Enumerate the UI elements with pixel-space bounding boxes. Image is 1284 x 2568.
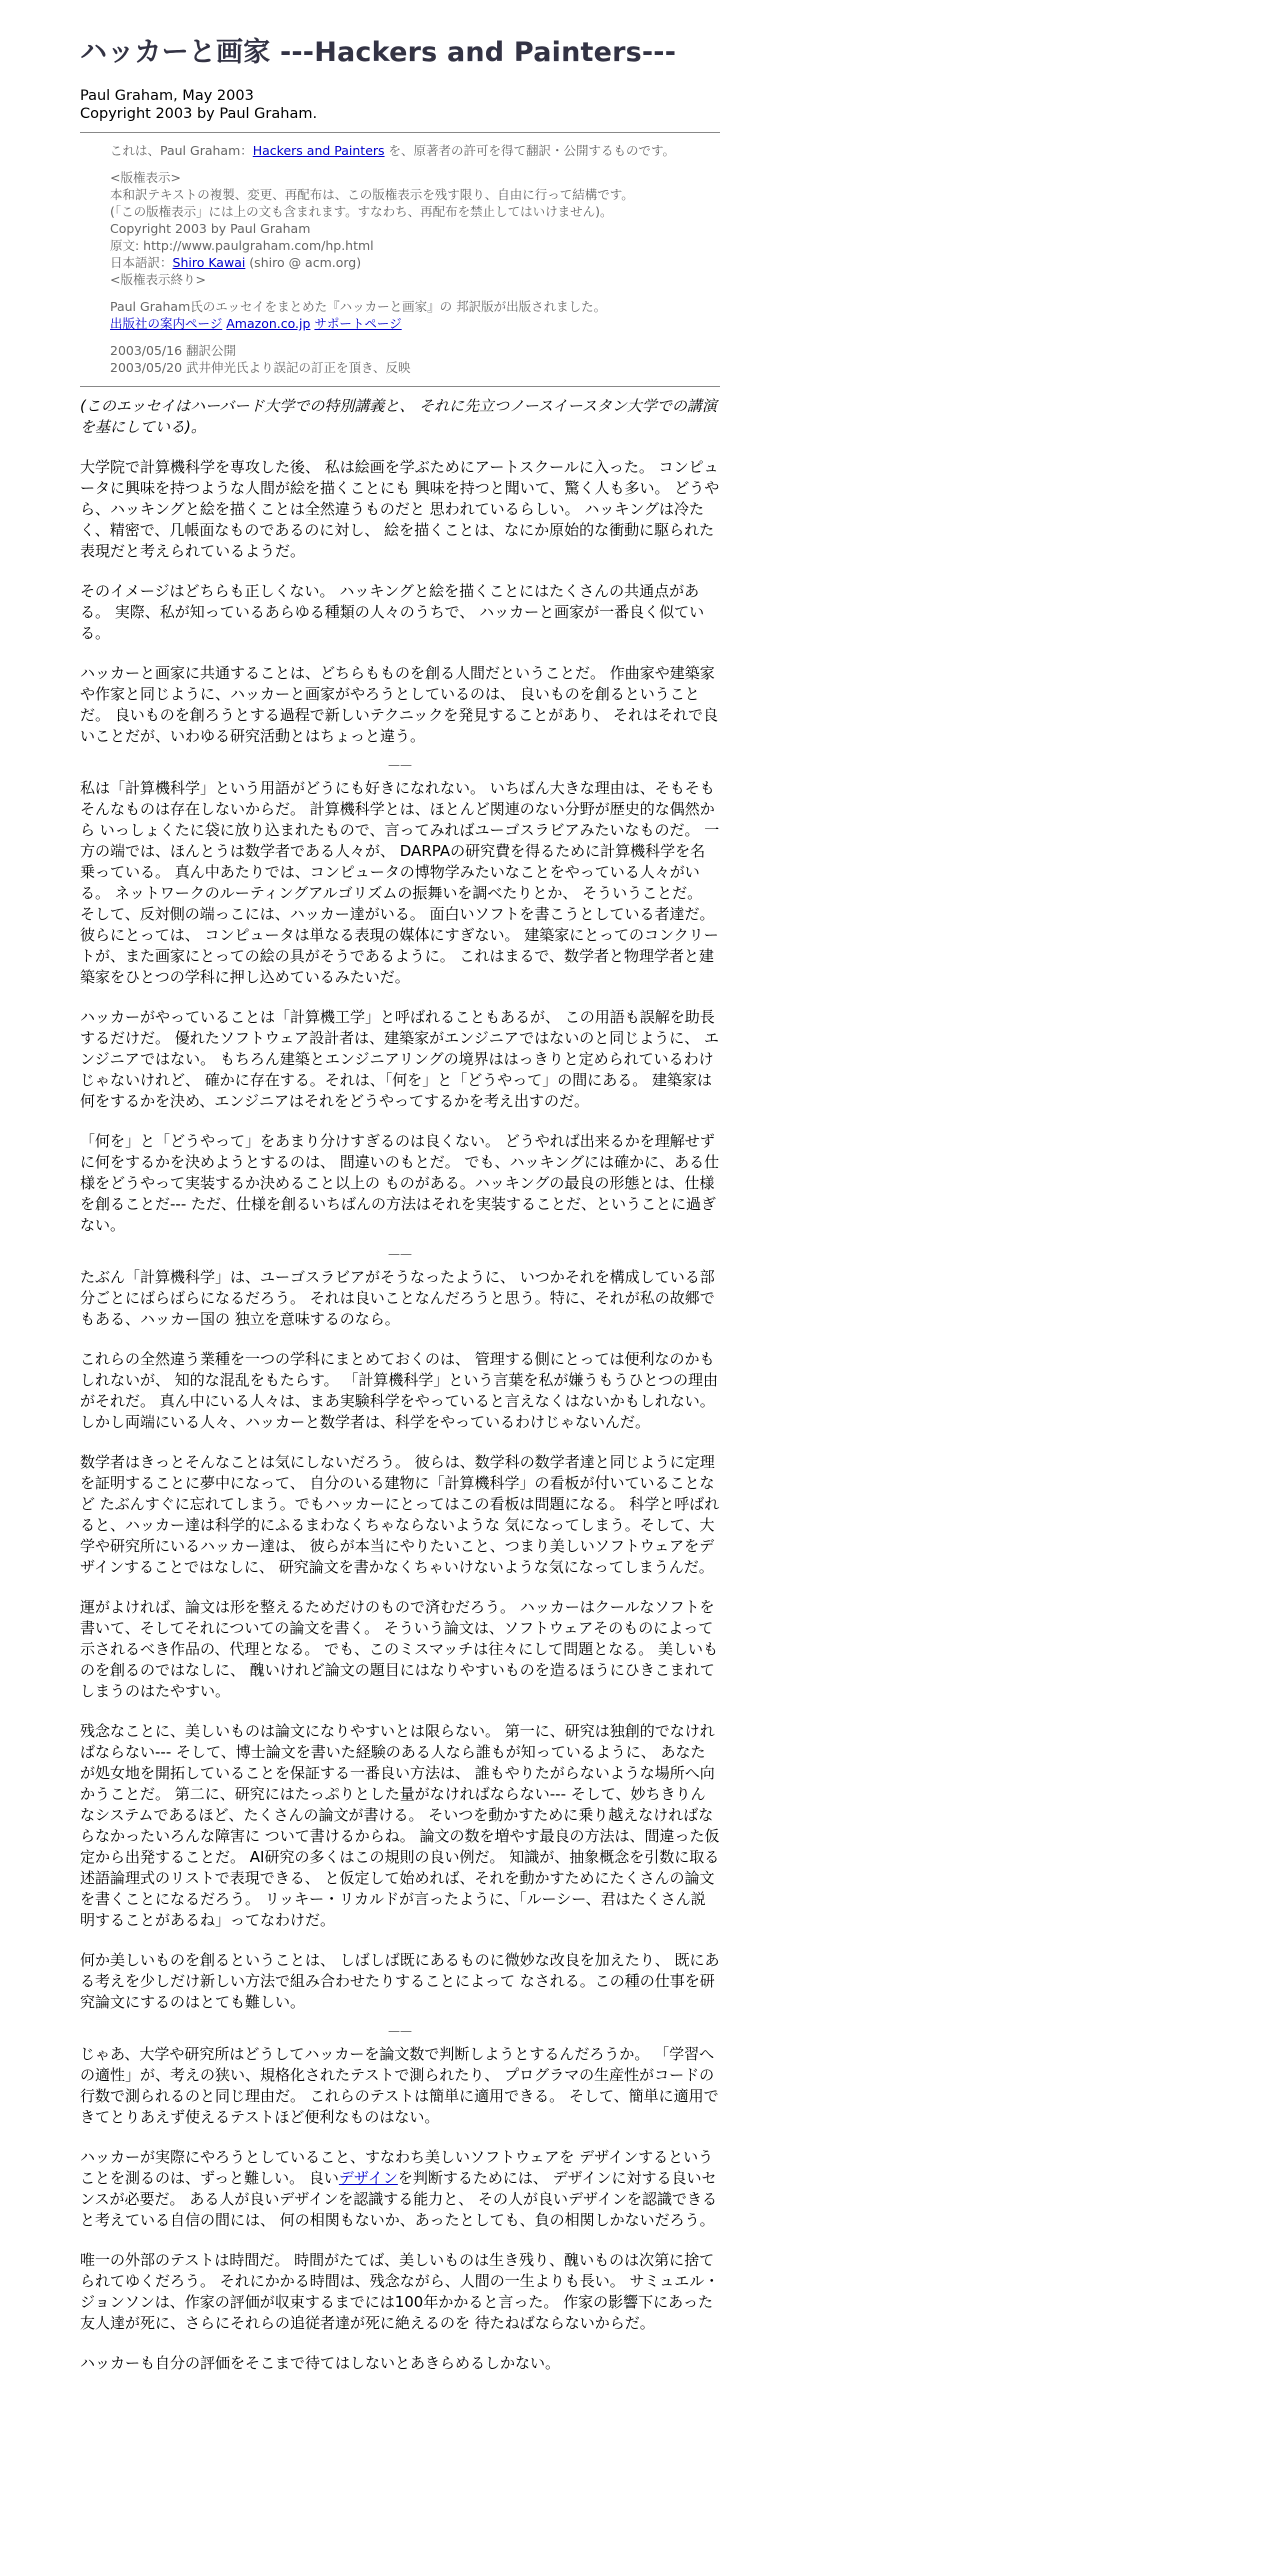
- intro-note: (このエッセイはハーバード大学での特別講義と、 それに先立つノースイースタン大学での講演を基にしている)。: [80, 397, 717, 436]
- original-link[interactable]: Hackers and Painters: [252, 143, 385, 158]
- essay-body: [80, 396, 720, 2374]
- support-link[interactable]: サポートページ: [314, 316, 402, 331]
- license-line: 本和訳テキストの複製、変更、再配布は、この版権表示を残す限り、自由に行って結構です。: [110, 187, 634, 202]
- translator-pre: 日本語訳：: [110, 255, 173, 270]
- notice-intro-pre: これは、Paul Graham：: [110, 143, 253, 158]
- paragraph: ハッカーがやっていることは「計算機工学」と呼ばれることもあるが、 この用語も誤解を助長するだけだ。 優れたソフトウェア設計者は、建築家がエンジニアではないのと同じように、 エンジニアではない。 もちろん建築とエンジニアリングの境界ははっきりと定められているわけじゃないけれど、 確かに存在する。それは、「何を」と「どうやって」の間にある。 建築家は何をするかを決め、エンジニアはそれをどうやってするかを考え出すのだ。: [80, 1008, 720, 1110]
- paragraph: 運がよければ、論文は形を整えるためだけのもので済むだろう。 ハッカーはクールなソフトを書いて、そしてそれについての論文を書く。 そういう論文は、ソフトウェアそのものによって示されるべき作品の、代理となる。 でも、このミスマッチは往々にして問題となる。 美しいものを創るのではなしに、 醜いけれど論文の題目にはなりやすいものを造るほうにひきこまれてしまうのはたやすい。: [80, 1598, 719, 1700]
- author-date: Paul Graham, May 2003: [80, 88, 254, 104]
- notice-intro-post: を、原著者の許可を得て翻訳・公開するものです。: [384, 143, 676, 158]
- design-link[interactable]: デザイン: [338, 2169, 398, 2187]
- divider-bottom: [80, 386, 720, 387]
- license-line: Copyright 2003 by Paul Graham: [110, 221, 311, 236]
- section-separator: ——: [388, 758, 412, 772]
- history-item: 2003/05/16 翻訳公開: [110, 343, 237, 358]
- paragraph-design: [80, 2147, 720, 2231]
- translator-line: [110, 254, 690, 271]
- license-line: <版権表示>: [110, 170, 181, 185]
- book-text: Paul Graham氏のエッセイをまとめた『ハッカーと画家』の 邦訳版が出版されました。: [110, 299, 607, 314]
- section-separator: ——: [388, 1247, 412, 1261]
- page: [80, 30, 720, 2393]
- paragraph: 私は「計算機科学」という用語がどうにも好きになれない。 いちばん大きな理由は、そもそもそんなものは存在しないからだ。 計算機科学とは、ほとんど関連のない分野が歴史的な偶然から いっしょくたに袋に放り込まれたもので、言ってみればユーゴスラビアみたいなものだ。 一方の端では、ほんとうは数学者である人々が、 DARPAの研究費を得るために計算機科学を名乗っている。 真ん中あたりでは、コンピュータの博物学みたいなことをやっている人々がいる。 ネットワークのルーティングアルゴリズムの振舞いを調べたりとか、 そういうことだ。 そして、反対側の端っこには、ハッカー達がいる。 面白いソフトを書こうとしている者達だ。彼らにとっては、 コンピュータは単なる表現の媒体にすぎない。 建築家にとってのコンクリートが、また画家にとっての絵の具がそうであるように。 これはまるで、数学者と物理学者と建築家をひとつの学科に押し込めているみたいだ。: [80, 779, 720, 986]
- paragraph: ハッカーも自分の評価をそこまで待てはしないとあきらめるしかない。: [80, 2354, 561, 2372]
- paragraph: これらの全然違う業種を一つの学科にまとめておくのは、 管理する側にとっては便利なのかもしれないが、 知的な混乱をもたらす。 「計算機科学」という言葉を私が嫌うもうひとつの理由がそれだ。 真ん中にいる人々は、まあ実験科学をやっていると言えなくはないかもしれない。 しかし両端にいる人々、ハッカーと数学者は、科学をやっているわけじゃないんだ。: [80, 1350, 719, 1431]
- license-end: <版権表示終り>: [110, 272, 206, 287]
- copyright: Copyright 2003 by Paul Graham.: [80, 106, 318, 122]
- paragraph: 残念なことに、美しいものは論文になりやすいとは限らない。 第一に、研究は独創的でなければならない--- そして、博士論文を書いた経験のある人なら誰もが知っているように、 あなたが処女地を開拓していることを保証する一番良い方法は、 誰もやりたがらないような場所へ向かうことだ。 第二に、研究にはたっぷりとした量がなければならない--- そして、妙ちきりんなシステムであるほど、たくさんの論文が書ける。 そいつを動かすために乗り越えなければならなかったいろんな障害に ついて書けるからね。 論文の数を増やす最良の方法は、間違った仮定から出発することだ。 AI研究の多くはこの規則の良い例だ。 知識が、抽象概念を引数に取る述語論理式のリストで表現できる、 と仮定して始めれば、それを動かすためにたくさんの論文を書くことになるだろう。 リッキー・リカルドが言ったように、「ルーシー、君はたくさん説明することがあるね」ってなわけだ。: [80, 1722, 720, 1929]
- paragraph: 数学者はきっとそんなことは気にしないだろう。 彼らは、数学科の数学者達と同じように定理を証明することに夢中になって、 自分のいる建物に「計算機科学」の看板が付いていることなど たぶんすぐに忘れてしまう。でもハッカーにとってはこの看板は問題になる。 科学と呼ばれると、ハッカー達は科学的にふるまわなくちゃならないような 気になってしまう。そして、大学や研究所にいるハッカー達は、 彼らが本当にやりたいこと、つまり美しいソフトウェアをデザインすることではなしに、 研究論文を書かなくちゃいけないような気になってしまうんだ。: [80, 1453, 720, 1576]
- design-pre: ハッカーが実際にやろうとしていること、すなわち美しいソフトウェアを デザインするということを測るのは、ずっと難しい。 良い: [80, 2148, 714, 2187]
- translation-notice: [110, 142, 690, 376]
- license-block: [110, 169, 690, 288]
- history: [110, 342, 690, 376]
- paragraph: ハッカーと画家に共通することは、どちらもものを創る人間だということだ。 作曲家や建築家や作家と同じように、ハッカーと画家がやろうとしているのは、 良いものを創るということだ。 良いものを創ろうとする過程で新しいテクニックを発見することがあり、 それはそれで良いことだが、いわゆる研究活動とはちょっと違う。: [80, 664, 719, 745]
- book-notice: [110, 298, 690, 332]
- translator-link[interactable]: Shiro Kawai: [172, 255, 246, 270]
- paragraph: 「何を」と「どうやって」をあまり分けすぎるのは良くない。 どうやれば出来るかを理解せずに何をするかを決めようとするのは、 間違いのもとだ。 でも、ハッキングには確かに、ある仕様をどうやって実装するか決めること以上の ものがある。ハッキングの最良の形態とは、仕様を創ることだ--- ただ、仕様を創るいちばんの方法はそれを実装することだ、ということに過ぎない。: [80, 1132, 720, 1234]
- publisher-link[interactable]: 出版社の案内ページ: [110, 316, 223, 331]
- page-title: ハッカーと画家 ---Hackers and Painters---: [80, 37, 677, 68]
- paragraph: 何か美しいものを創るということは、 しばしば既にあるものに微妙な改良を加えたり、 既にある考えを少しだけ新しい方法で組み合わせたりすることによって なされる。この種の仕事を研究論文にするのはとても難しい。: [80, 1951, 720, 2011]
- paragraph: たぶん「計算機科学」は、ユーゴスラビアがそうなったように、 いつかそれを構成している部分ごとにばらばらになるだろう。 それは良いことなんだろうと思う。特に、それが私の故郷でもある、ハッカー国の 独立を意味するのなら。: [80, 1268, 715, 1328]
- book-links: [110, 315, 690, 332]
- translator-post: (shiro @ acm.org): [245, 255, 362, 270]
- paragraph: そのイメージはどちらも正しくない。 ハッキングと絵を描くことにはたくさんの共通点がある。 実際、私が知っているあらゆる種類の人々のうちで、 ハッカーと画家が一番良く似ている。: [80, 582, 705, 642]
- history-item: 2003/05/20 武井伸光氏より誤記の訂正を頂き、反映: [110, 360, 411, 375]
- paragraph: じゃあ、大学や研究所はどうしてハッカーを論文数で判断しようとするんだろうか。 「学習への適性」が、考えの狭い、規格化されたテストで測られたり、 プログラマの生産性がコードの行数で測られるのと同じ理由だ。 これらのテストは簡単に適用できる。 そして、簡単に適用できてとりあえず使えるテストほど便利なものはない。: [80, 2045, 719, 2126]
- license-line: 原文: http://www.paulgraham.com/hp.html: [110, 238, 374, 253]
- divider-top: [80, 132, 720, 133]
- paragraph: 唯一の外部のテストは時間だ。 時間がたてば、美しいものは生き残り、醜いものは次第に捨てられてゆくだろう。 それにかかる時間は、残念ながら、人間の一生よりも長い。 サミュエル・ジョンソンは、作家の評価が収束するまでには100年かかると言った。 作家の影響下にあった友人達が死に、さらにそれらの追従者達が死に絶えるのを 待たねばならないからだ。: [80, 2251, 720, 2332]
- license-line: (「この版権表示」には上の文も含まれます。すなわち、再配布を禁止してはいけません)。: [110, 204, 613, 219]
- section-separator: ——: [388, 2024, 412, 2038]
- paragraph: 大学院で計算機科学を専攻した後、 私は絵画を学ぶためにアートスクールに入った。 コンピュータに興味を持つような人間が絵を描くことにも 興味を持つと聞いて、驚く人も多い。 どうやら、ハッキングと絵を描くことは全然違うものだと 思われているらしい。 ハッキングは冷たく、精密で、几帳面なものであるのに対し、 絵を描くことは、なにか原始的な衝動に駆られた表現だと考えられているようだ。: [80, 458, 720, 560]
- amazon-link[interactable]: Amazon.co.jp: [226, 316, 311, 331]
- notice-intro: [110, 142, 690, 159]
- design-post: を判断するためには、 デザインに対する良いセンスが必要だ。 ある人が良いデザインを認識する能力と、 その人が良いデザインを認識できると考えている自信の間には、 何の相関もないか、あったとしても、負の相関しかないだろう。: [80, 2169, 717, 2229]
